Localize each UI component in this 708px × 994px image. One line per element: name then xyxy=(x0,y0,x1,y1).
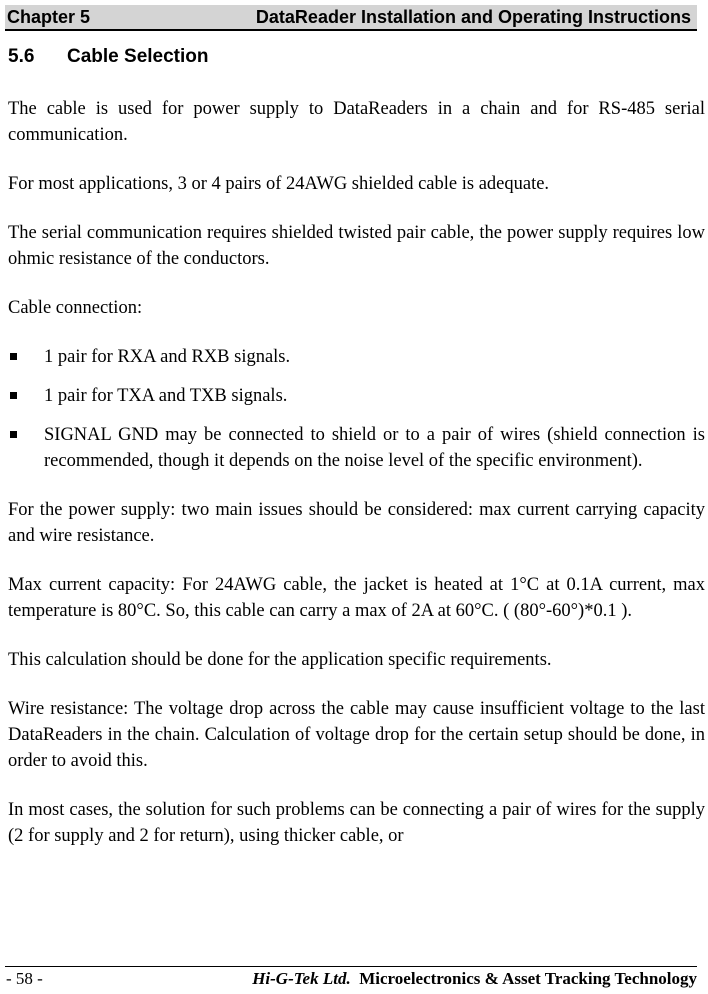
paragraph: In most cases, the solution for such problems can be connecting a pair of wires for the supply (2 for supply and 2 for return), using thicker cable, or xyxy=(8,800,705,846)
square-bullet-icon xyxy=(10,431,17,438)
section-number: 5.6 xyxy=(8,46,35,67)
paragraph: Cable connection: xyxy=(8,298,143,318)
square-bullet-icon xyxy=(10,353,17,360)
list-item-text: SIGNAL GND may be connected to shield or to a pair of wires (shield connection is recommended, though it depends on the noise level of the specific environment). xyxy=(44,425,705,471)
chapter-title: DataReader Installation and Operating Instructions xyxy=(255,7,691,27)
body-text xyxy=(8,96,705,872)
company-tagline: Microelectronics & Asset Tracking Technology xyxy=(359,969,697,988)
bullet-list xyxy=(8,344,705,474)
chapter-label: Chapter 5 xyxy=(7,7,91,27)
section-title: Cable Selection xyxy=(67,46,209,67)
list-item xyxy=(8,422,705,474)
paragraph: The serial communication requires shielded twisted pair cable, the power supply requires low ohmic resistance of the conductors. xyxy=(8,223,705,269)
page-number: - 58 - xyxy=(6,969,43,988)
paragraph: For the power supply: two main issues should be considered: max current carrying capacity and wire resistance. xyxy=(8,500,705,546)
list-item-text: 1 pair for TXA and TXB signals. xyxy=(44,386,288,406)
footer-company xyxy=(252,969,697,989)
company-name: Hi-G-Tek Ltd. xyxy=(252,969,351,988)
paragraph: For most applications, 3 or 4 pairs of 24AWG shielded cable is adequate. xyxy=(8,174,550,194)
paragraph: This calculation should be done for the application specific requirements. xyxy=(8,650,552,670)
square-bullet-icon xyxy=(10,392,17,399)
section-heading xyxy=(8,46,209,68)
paragraph: The cable is used for power supply to DataReaders in a chain and for RS-485 serial communication. xyxy=(8,99,705,145)
footer-divider xyxy=(5,966,697,967)
paragraph: Max current capacity: For 24AWG cable, the jacket is heated at 1°C at 0.1A current, max temperature is 80°C. So, this cable can carry a max of 2A at 60°C. ( (80°-60°)*0.1 ). xyxy=(8,575,705,621)
list-item xyxy=(8,344,705,370)
list-item-text: 1 pair for RXA and RXB signals. xyxy=(44,347,291,367)
list-item xyxy=(8,383,705,409)
paragraph: Wire resistance: The voltage drop across the cable may cause insufficient voltage to the last DataReaders in the chain. Calculation of voltage drop for the certain setup should be done, in order to avoid this. xyxy=(8,699,705,771)
running-header xyxy=(5,5,697,31)
